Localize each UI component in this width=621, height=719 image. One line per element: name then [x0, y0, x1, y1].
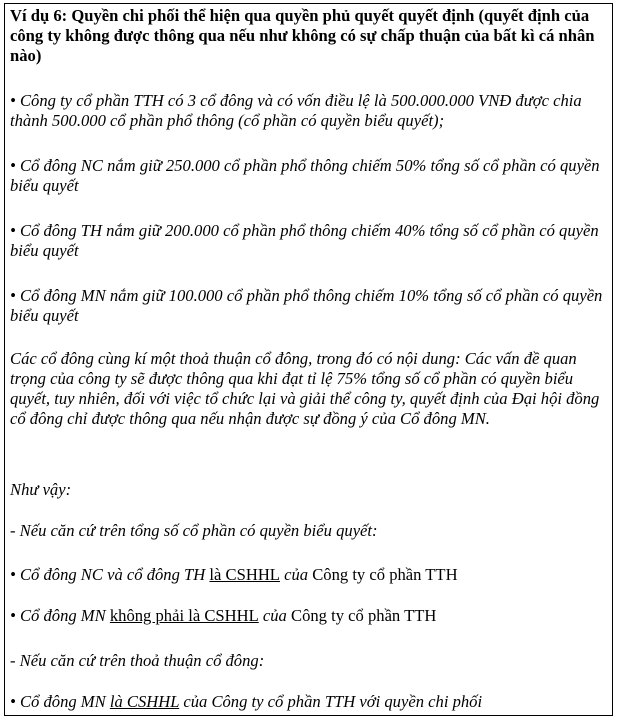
- example-title: Ví dụ 6: Quyền chi phối thể hiện qua quyền phủ quyết quyết định (quyết định của công ty không được thông qua nếu như không có sự chấp thuận của bất kì cá nhân nào): [10, 6, 595, 65]
- mn-cshhl-line: • Cổ đông MN là CSHHL của Công ty cổ phần TTH với quyền chi phối: [10, 692, 483, 711]
- shareholder-th-item: • Cổ đông TH nắm giữ 200.000 cổ phần phổ thông chiếm 40% tổng số cổ phần có quyền biểu quyết: [10, 221, 599, 260]
- conclusion-heading: Như vậy:: [10, 480, 72, 499]
- is-cshhl-underlined: là CSHHL: [209, 565, 280, 584]
- agreement-basis-line: - Nếu căn cứ trên thoả thuận cổ đông:: [10, 651, 265, 670]
- mn-not-cshhl-line: • Cổ đông MN không phải là CSHHL của Công ty cổ phần TTH: [10, 606, 437, 625]
- not-cshhl-underlined: không phải là CSHHL: [109, 606, 259, 625]
- company-capital-item: • Công ty cổ phần TTH có 3 cổ đông và có vốn điều lệ là 500.000.000 VNĐ được chia thành 500.000 cổ phần phổ thông (cổ phần có quyền biểu quyết);: [10, 91, 582, 130]
- shareholder-agreement-paragraph: Các cổ đông cùng kí một thoả thuận cổ đông, trong đó có nội dung: Các vấn đề quan trọng của công ty sẽ được thông qua khi đạt tỉ lệ 75% tổng số cổ phần có quyền biểu quyết, tuy nhiên, đối với việc tổ chức lại và giải thể công ty, quyết định của Đại hội đồng cổ đông chỉ được thông qua nếu nhận được sự đồng ý của Cổ đông MN.: [10, 349, 600, 428]
- mn-is-cshhl-underlined: là CSHHL: [109, 692, 180, 711]
- voting-basis-line: - Nếu căn cứ trên tổng số cổ phần có quyền biểu quyết:: [10, 521, 378, 540]
- nc-th-ownership-line: • Cổ đông NC và cổ đông TH là CSHHL của Công ty cổ phần TTH: [10, 565, 458, 584]
- shareholder-nc-item: • Cổ đông NC nắm giữ 250.000 cổ phần phổ thông chiếm 50% tổng số cổ phần có quyền biểu quyết: [10, 156, 600, 195]
- shareholder-mn-item: • Cổ đông MN nắm giữ 100.000 cổ phần phổ thông chiếm 10% tổng số cổ phần có quyền biểu quyết: [10, 286, 603, 325]
